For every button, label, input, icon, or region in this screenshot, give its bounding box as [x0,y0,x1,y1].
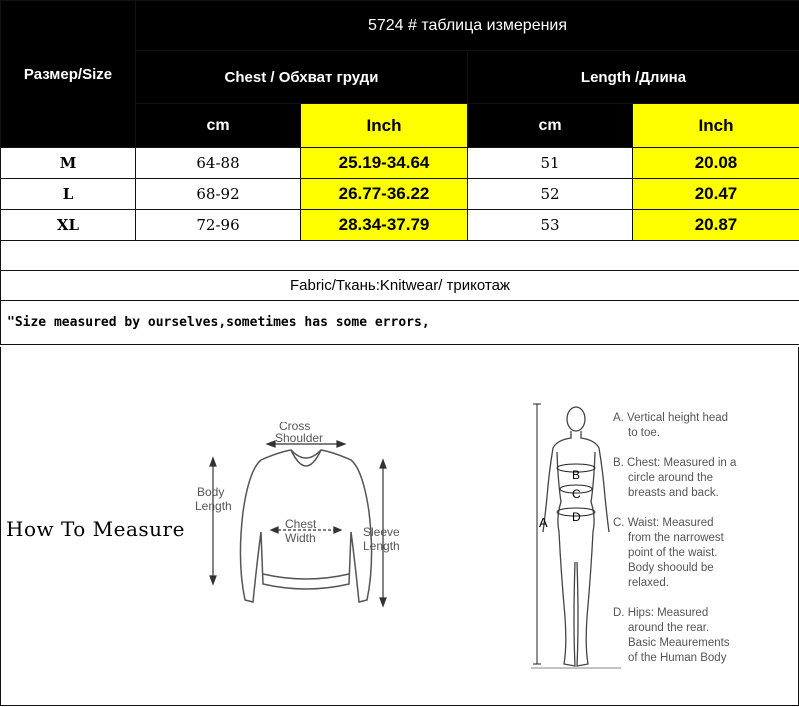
legend-line: B. Chest: Measured in a [613,457,737,469]
marker-b: B [572,468,581,482]
length-inch-cell: 20.87 [633,210,799,241]
measurement-note: "Size measured by ourselves,sometimes has some errors, [1,301,799,345]
legend-line: point of the waist. [628,547,718,559]
legend-line: to toe. [628,427,660,439]
marker-a: A [539,515,548,530]
cross-shoulder-label: Cross [279,422,311,433]
size-table [0,0,799,345]
body-length-label: Length [195,499,232,513]
length-inch-cell: 20.47 [633,179,799,210]
sweater-hem [263,574,349,579]
chest-header: Chest / Обхват груди [136,51,468,104]
empty-row [1,241,799,271]
fabric-info: Fabric/Ткань:Knitwear/ трикотаж [1,271,799,301]
marker-d: D [572,510,581,524]
length-cm-cell: 51 [468,148,633,179]
size-header: Размер/Size [1,1,136,148]
legend-line: Basic Meaurements [628,637,730,649]
chest-inch-cell: 25.19-34.64 [301,148,468,179]
how-to-measure-section [0,347,799,706]
measurement-legend [613,411,736,666]
length-cm-cell: 53 [468,210,633,241]
chest-cm-cell: 72-96 [136,210,301,241]
chest-cm-cell: 64-88 [136,148,301,179]
body-figure [531,402,621,682]
head-outline [567,407,585,431]
chest-inch-cell: 28.34-37.79 [301,210,468,241]
table-row [1,148,799,179]
size-cell: L [1,179,136,210]
legend-line: relaxed. [628,577,669,589]
table-row [1,179,799,210]
legend-line: A. Vertical height head [613,412,729,424]
size-cell: XL [1,210,136,241]
legend-line: around the rear. [628,622,710,634]
marker-c: C [572,487,581,501]
sleeve-length-label: Length [363,539,400,553]
body-length-label: Body [197,485,225,499]
legend-line: of the Human Body [628,652,727,664]
legend-line: D. Hips: Measured [613,607,709,619]
how-to-measure-title: How To Measure [6,517,185,541]
legend-line: C. Waist: Measured [613,517,714,529]
size-cell: M [1,148,136,179]
table-row [1,210,799,241]
length-cm-cell: 52 [468,179,633,210]
spacer-row [1,241,799,271]
chest-inch-header: Inch [301,104,468,148]
table-title: 5724 # таблица измерения [136,1,799,51]
chest-cm-cell: 68-92 [136,179,301,210]
length-inch-cell: 20.08 [633,148,799,179]
legend-line: breasts and back. [628,487,719,499]
legend-line: from the narrowest [628,532,724,544]
length-cm-header: cm [468,104,633,148]
cross-shoulder-label: Shoulder [275,431,324,445]
chest-inch-cell: 26.77-36.22 [301,179,468,210]
sweater-diagram [191,422,421,622]
chest-cm-header: cm [136,104,301,148]
chest-width-label: Width [285,531,316,545]
legend-line: circle around the [628,472,714,484]
length-inch-header: Inch [633,104,799,148]
legend-line: Body shoould be [628,562,714,574]
length-header: Length /Длина [468,51,799,104]
body-outline [543,431,609,666]
sleeve-length-label: Sleeve [363,525,400,539]
chest-width-label: Chest [285,517,317,531]
